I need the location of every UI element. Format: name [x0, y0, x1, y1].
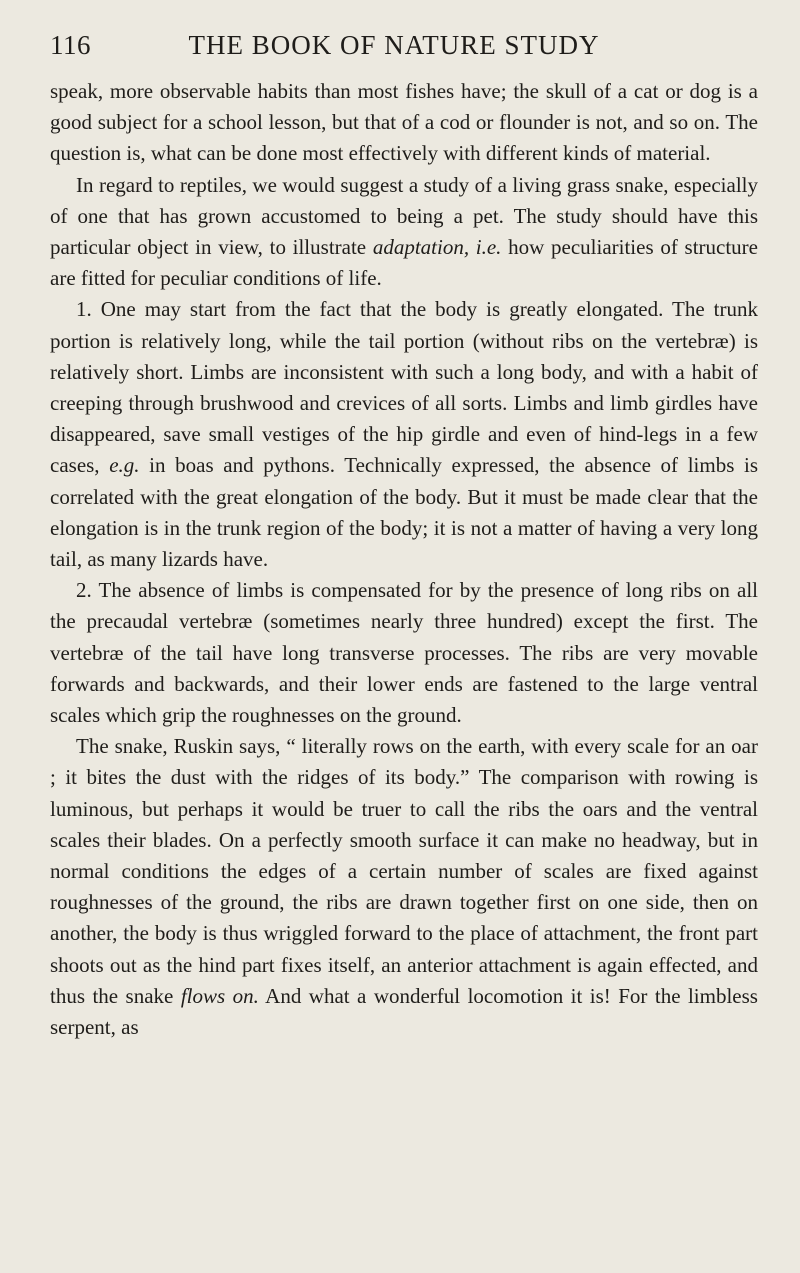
paragraph-point-1: [50, 294, 758, 575]
text-run: The snake, Ruskin says, “ literally rows on the earth, with every scale for an oar ; it bites the dust with the ridges of its body.” The comparison with rowing is luminous, but perhaps it would be truer to call the ribs the oars and the ventral scales their blades. On a perfectly smooth surface it can make no headway, but in normal conditions the edges of a certain number of scales are fixed against roughnesses of the ground, the ribs are drawn together first on one side, then on another, the body is thus wriggled forward to the place of attachment, the front part shoots out as the hind part fixes itself, an anterior attachment is again effected, and thus the snake: [50, 734, 758, 1008]
running-title: THE BOOK OF NATURE STUDY: [188, 30, 600, 60]
paragraph-ruskin: [50, 731, 758, 1043]
italic-run: e.g.: [109, 453, 140, 478]
italic-run: flows on.: [180, 983, 259, 1008]
paragraph-continued: [50, 76, 758, 170]
running-head: [50, 30, 758, 64]
italic-run: adaptation, i.e.: [372, 235, 502, 260]
text-run: 2. The absence of limbs is compensated for by the presence of long ribs on all the precaudal vertebræ (sometimes nearly three hundred) except the first. The vertebræ of the tail have long transverse processes. The ribs are very movable forwards and backwards, and their lower ends are fastened to the large ventral scales which grip the roughnesses on the ground.: [50, 578, 758, 728]
text-run: speak, more observable habits than most fishes have; the skull of a cat or dog is a good subject for a school lesson, but that of a cod or flounder is not, and so on. The question is, what can be done most effectively with different kinds of material.: [50, 79, 758, 166]
paragraph-reptiles: [50, 170, 758, 295]
text-run: in boas and pythons. Technically expressed, the absence of limbs is correlated with the great elongation of the body. But it must be made clear that the elongation is in the trunk region of the body; it is not a matter of having a very long tail, as many lizards have.: [50, 453, 759, 572]
paragraph-point-2: [50, 575, 758, 731]
text-run: And what a wonderful locomotion it is! For the limbless serpent, as: [50, 983, 758, 1040]
text-run: 1. One may start from the fact that the body is greatly elongated. The trunk portion is relatively long, while the tail portion (without ribs on the vertebræ) is relatively short. Limbs are inconsistent with such a long body, and with a habit of creeping through brushwood and crevices of all sorts. Limbs and limb girdles have disappeared, save small vestiges of the hip girdle and even of hind-legs in a few cases,: [50, 297, 758, 478]
text-run: how peculiarities of structure are fitted for peculiar conditions of life.: [50, 235, 758, 291]
page-number: 116: [50, 30, 91, 60]
text-run: In regard to reptiles, we would suggest a study of a living grass snake, especially of one that has grown accustomed to being a pet. The study should have this particular object in view, to illustrate: [50, 172, 758, 260]
body-text: [50, 76, 758, 1043]
